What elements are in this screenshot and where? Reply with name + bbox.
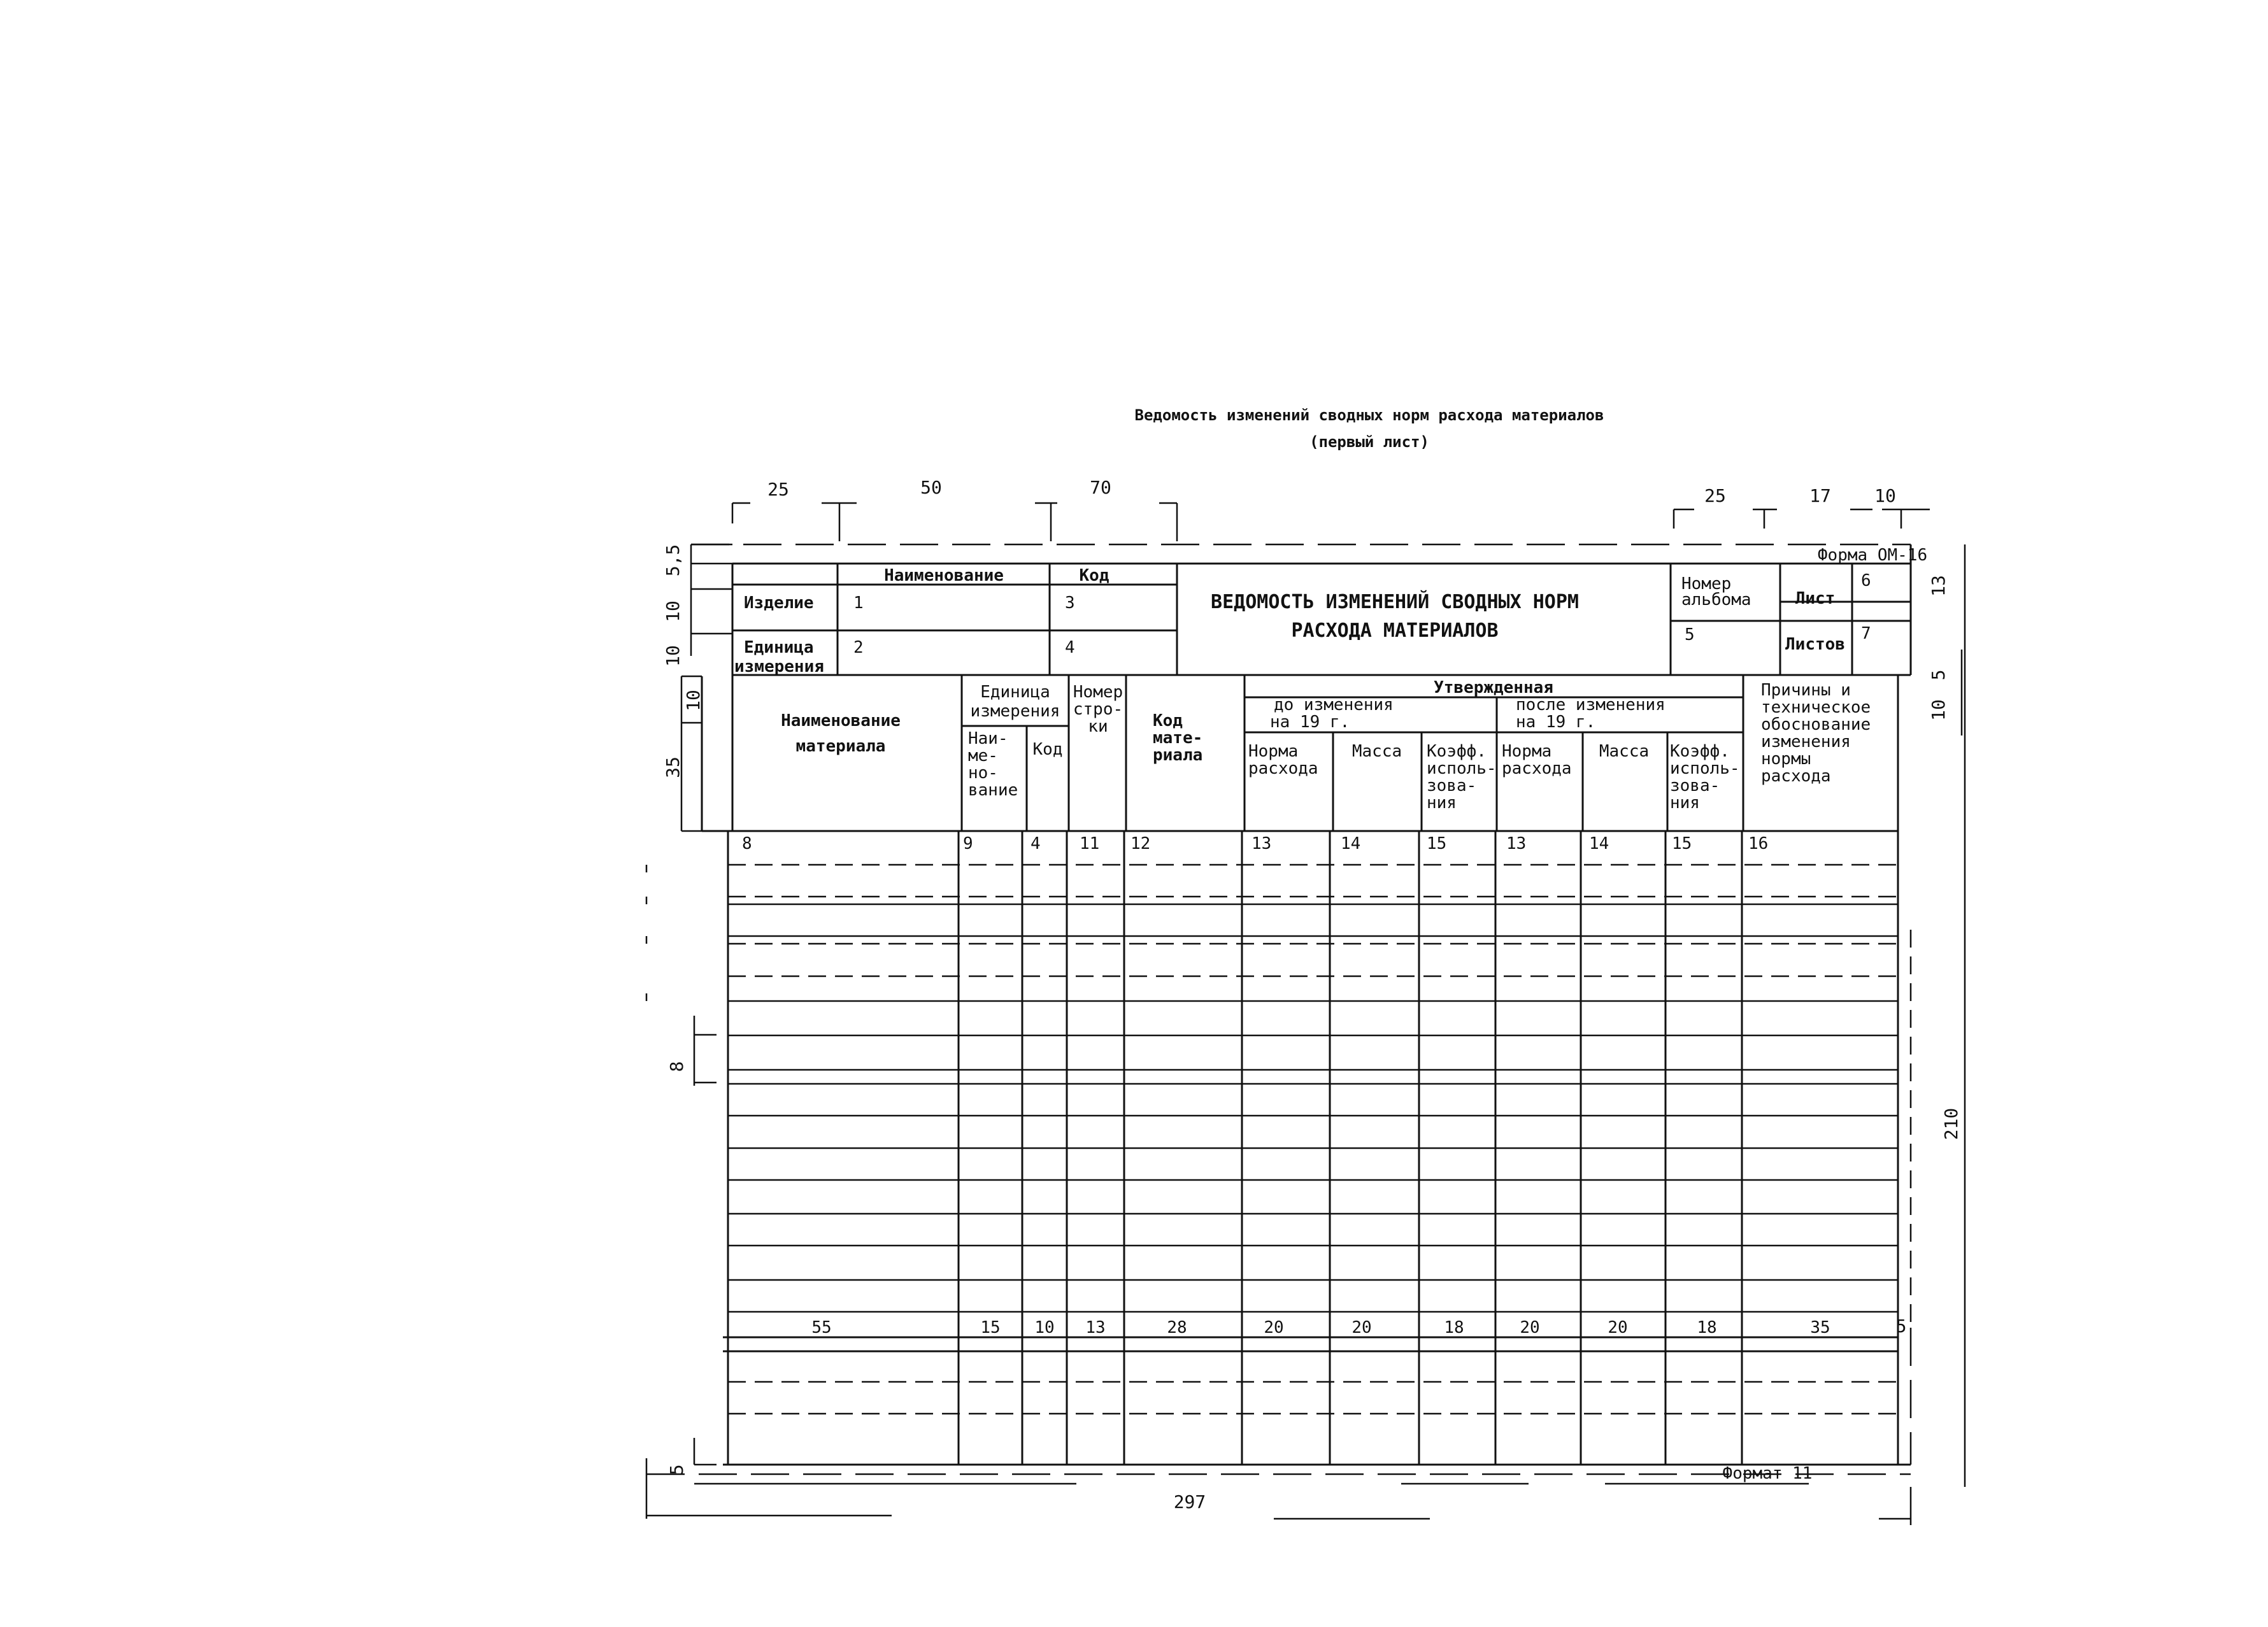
col-prichiny-1: Причины и — [1761, 681, 1851, 700]
col-massa-2: Масса — [1599, 742, 1650, 761]
doc-heading-1: ВЕДОМОСТЬ ИЗМЕНЕНИЙ СВОДНЫХ НОРМ — [1211, 591, 1579, 613]
field-num-11: 11 — [1080, 834, 1100, 853]
nomer-albuma-1: Номер — [1681, 574, 1732, 593]
header-block — [691, 544, 1927, 676]
col-koeff-1a: Коэфф. — [1427, 742, 1487, 761]
dim-top-10: 10 — [1874, 485, 1896, 506]
dim-left-5: 5 — [666, 1464, 687, 1475]
col-posle-izm-1: после изменения — [1516, 695, 1665, 714]
col-nomer-2: стро- — [1073, 700, 1123, 719]
format-label: Формат 11 — [1722, 1464, 1813, 1483]
doc-heading-2: РАСХОДА МАТЕРИАЛОВ — [1291, 620, 1499, 642]
right-dimensions — [1896, 544, 1965, 1487]
form-code: Форма ОМ-16 — [1817, 546, 1928, 565]
field-4: 4 — [1065, 638, 1075, 657]
dim-left-5-5: 5,5 — [662, 544, 683, 577]
dim-right-210: 210 — [1941, 1107, 1962, 1140]
col-koeff-1c: зова- — [1427, 776, 1477, 795]
col-kod-mat-3: риала — [1153, 746, 1203, 765]
col-ed-naim-2: ме- — [968, 746, 998, 765]
document-title: Ведомость изменений сводных норм расхода материалов — [1134, 406, 1604, 424]
col-massa-1: Масса — [1352, 742, 1402, 761]
izdelie-label: Изделие — [744, 593, 814, 613]
dim-right-10: 10 — [1928, 699, 1949, 721]
col-width-20a: 20 — [1264, 1318, 1284, 1337]
field-num-8: 8 — [742, 834, 752, 853]
field-num-16: 16 — [1748, 834, 1769, 853]
dim-top-25: 25 — [767, 479, 789, 500]
col-ed-kod: Код — [1032, 740, 1063, 759]
dim-left-10b: 10 — [662, 645, 683, 667]
field-num-13a: 13 — [1252, 834, 1272, 853]
field-num-14a: 14 — [1341, 834, 1361, 853]
col-kod-mat-2: мате- — [1153, 728, 1203, 748]
field-num-15b: 15 — [1672, 834, 1692, 853]
col-prichiny-6: расхода — [1761, 767, 1831, 786]
col-width-13: 13 — [1085, 1318, 1106, 1337]
edinica-label-1: Единица — [744, 638, 814, 657]
col-edinica-2: измерения — [970, 702, 1060, 721]
col-norma-2a: Норма — [1502, 742, 1552, 761]
col-norma-1b: расхода — [1248, 759, 1318, 778]
table-column-headers — [702, 675, 1898, 831]
edinica-label-2: измерения — [734, 657, 824, 676]
dim-left-35: 35 — [662, 757, 683, 778]
col-width-18b: 18 — [1697, 1318, 1717, 1337]
dim-top-25b: 25 — [1704, 485, 1726, 506]
dim-bottom-297: 297 — [1173, 1491, 1206, 1512]
col-width-10: 10 — [1034, 1318, 1055, 1337]
col-width-55: 55 — [811, 1318, 832, 1337]
col-nomer-1: Номер — [1073, 683, 1123, 702]
field-2: 2 — [853, 638, 864, 657]
dim-left-8: 8 — [666, 1061, 687, 1072]
document-subtitle: (первый лист) — [1309, 433, 1429, 451]
col-posle-izm-2: на 19 г. — [1516, 713, 1596, 732]
left-dimensions — [646, 544, 732, 1475]
field-5: 5 — [1685, 625, 1695, 644]
field-7: 7 — [1861, 624, 1871, 643]
field-num-12: 12 — [1130, 834, 1151, 853]
field-num-9: 9 — [963, 834, 973, 853]
col-edinica-1: Единица — [980, 683, 1050, 702]
col-koeff-1d: ния — [1427, 793, 1457, 813]
col-kod-mat-1: Код — [1153, 711, 1183, 730]
header-kod-label: Код — [1079, 566, 1109, 585]
col-ed-naim-3: но- — [968, 764, 998, 783]
col-width-15: 15 — [980, 1318, 1001, 1337]
header-naimenovanie-label: Наименование — [884, 566, 1004, 585]
col-prichiny-5: нормы — [1761, 750, 1811, 769]
field-num-15a: 15 — [1427, 834, 1447, 853]
dim-left-10c: 10 — [683, 690, 704, 711]
col-prichiny-3: обоснование — [1761, 715, 1871, 734]
col-ed-naim-4: вание — [968, 781, 1018, 800]
top-dimensions — [732, 477, 1930, 541]
col-koeff-2b: исполь- — [1670, 759, 1740, 778]
dim-right-5: 5 — [1928, 669, 1949, 681]
field-3: 3 — [1065, 593, 1075, 613]
col-ed-naim-1: Наи- — [968, 729, 1008, 748]
col-do-izm-2: на 19 г. — [1270, 713, 1350, 732]
col-width-28: 28 — [1167, 1318, 1187, 1337]
col-width-20d: 20 — [1608, 1318, 1628, 1337]
col-width-35: 35 — [1810, 1318, 1830, 1337]
col-nomer-3: ки — [1088, 717, 1108, 736]
col-koeff-1b: исполь- — [1427, 759, 1497, 778]
col-width-20b: 20 — [1352, 1318, 1372, 1337]
col-norma-1a: Норма — [1248, 742, 1299, 761]
nomer-albuma-2: альбома — [1681, 590, 1751, 609]
col-prichiny-2: техническое — [1761, 698, 1871, 717]
table-body — [723, 831, 1911, 1465]
field-6: 6 — [1861, 571, 1871, 590]
col-koeff-2a: Коэфф. — [1670, 742, 1730, 761]
dim-top-50: 50 — [920, 477, 942, 498]
field-num-4: 4 — [1031, 834, 1041, 853]
col-do-izm-1: до изменения — [1274, 695, 1394, 714]
list-label: Лист — [1795, 589, 1836, 608]
field-num-14b: 14 — [1589, 834, 1609, 853]
col-koeff-2c: зова- — [1670, 776, 1720, 795]
dim-left-10a: 10 — [662, 600, 683, 622]
col-naim-material-2: материала — [795, 737, 886, 756]
dim-right-13: 13 — [1928, 575, 1949, 597]
dim-right-5b: 5 — [1895, 1316, 1907, 1337]
col-naim-material-1: Наименование — [781, 711, 901, 730]
col-width-18a: 18 — [1444, 1318, 1464, 1337]
field-num-13b: 13 — [1506, 834, 1527, 853]
listov-label: Листов — [1785, 635, 1845, 654]
bottom-dimensions — [646, 1458, 1911, 1525]
col-width-20c: 20 — [1520, 1318, 1540, 1337]
dim-top-70: 70 — [1090, 477, 1111, 498]
col-utverzhdennaya: Утвержденная — [1434, 678, 1553, 697]
col-prichiny-4: изменения — [1761, 732, 1851, 751]
col-norma-2b: расхода — [1502, 759, 1572, 778]
field-1: 1 — [853, 593, 864, 613]
dim-top-17: 17 — [1809, 485, 1831, 506]
col-koeff-2d: ния — [1670, 793, 1700, 813]
